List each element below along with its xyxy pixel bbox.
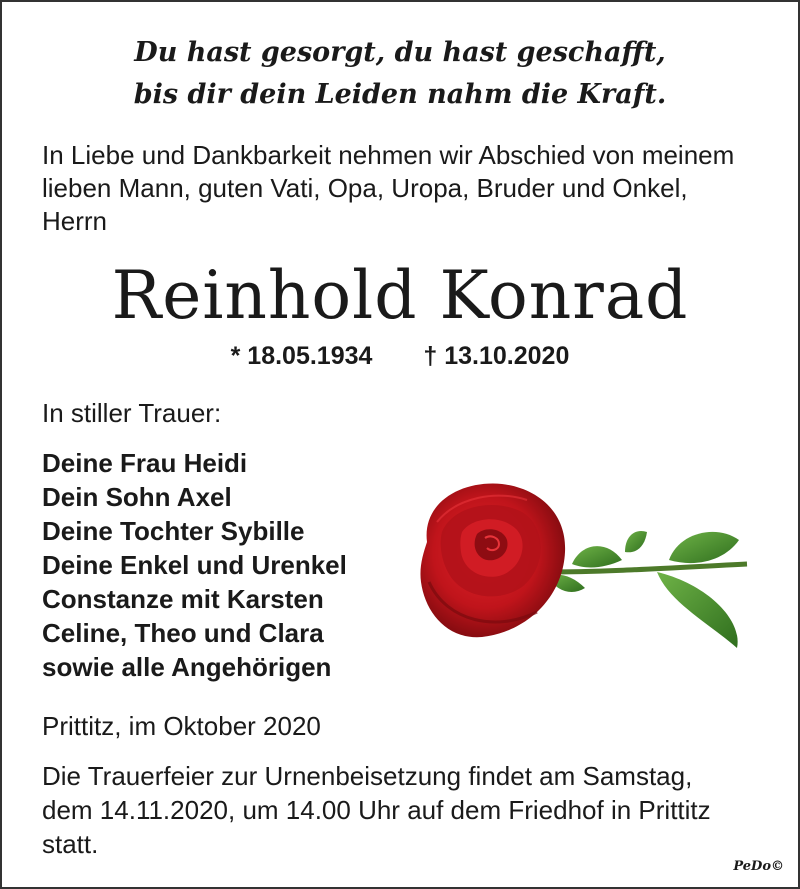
motto-line: Du hast gesorgt, du hast geschafft, — [134, 37, 666, 68]
relatives-list — [42, 446, 347, 684]
death-date: † 13.10.2020 — [423, 342, 570, 370]
birth-date: * 18.05.1934 — [230, 342, 373, 370]
intro-line: In Liebe und Dankbarkeit nehmen wir Abschied von meinem — [42, 140, 735, 170]
ceremony-info — [42, 759, 782, 861]
list-item: Dein Sohn Axel — [42, 482, 232, 512]
rose-leaf — [669, 532, 739, 563]
ceremony-line: dem 14.11.2020, um 14.00 Uhr auf dem Friedhof in Prittitz — [42, 795, 711, 825]
place-date: Prittitz, im Oktober 2020 — [42, 711, 321, 741]
rose-leaf — [572, 546, 622, 567]
list-item: Deine Enkel und Urenkel — [42, 550, 347, 580]
rose-leaf — [625, 531, 647, 552]
designer-signature: PeDo© — [733, 859, 784, 874]
ceremony-line: statt. — [42, 829, 99, 859]
list-item: Celine, Theo und Clara — [42, 618, 324, 648]
motto-line: bis dir dein Leiden nahm die Kraft. — [133, 79, 667, 110]
ceremony-line: Die Trauerfeier zur Urnenbeisetzung findet am Samstag, — [42, 761, 693, 791]
rose-icon — [407, 472, 757, 662]
list-item: Deine Tochter Sybille — [42, 516, 305, 546]
motto — [2, 32, 798, 116]
list-item: sowie alle Angehörigen — [42, 652, 332, 682]
list-item: Constanze mit Karsten — [42, 584, 324, 614]
intro-text — [42, 139, 772, 238]
intro-line: lieben Mann, guten Vati, Opa, Uropa, Bruder und Onkel, — [42, 173, 688, 203]
list-item: Deine Frau Heidi — [42, 448, 248, 478]
mourning-label: In stiller Trauer: — [42, 398, 222, 428]
rose-leaf — [657, 572, 738, 648]
life-dates — [2, 340, 798, 372]
deceased-name: Reinhold Konrad — [111, 257, 689, 334]
intro-line: Herrn — [42, 206, 108, 236]
